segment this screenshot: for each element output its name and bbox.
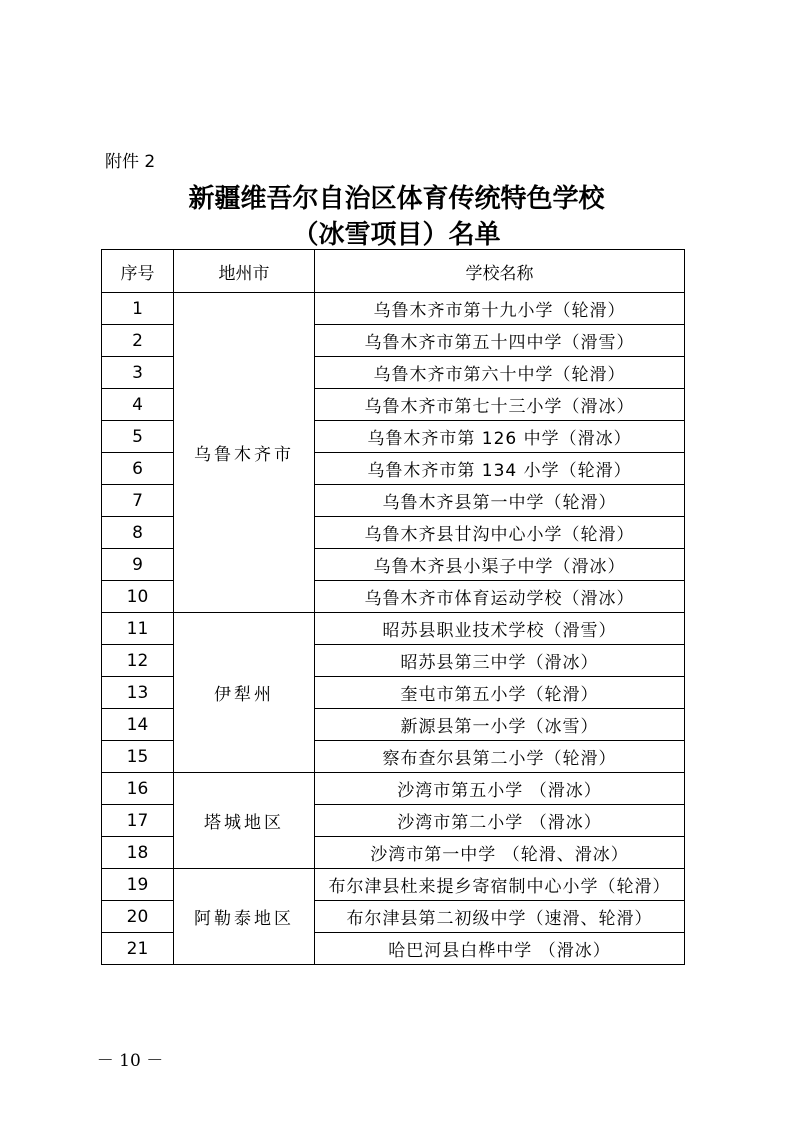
serial-number-cell: 18 <box>102 837 174 869</box>
school-name-cell: 哈巴河县白桦中学 （滑冰） <box>315 933 685 965</box>
serial-number-cell: 15 <box>102 741 174 773</box>
serial-number-cell: 10 <box>102 581 174 613</box>
school-name-cell: 乌鲁木齐市第五十四中学（滑雪） <box>315 325 685 357</box>
serial-number-cell: 8 <box>102 517 174 549</box>
attachment-label: 附件 2 <box>105 152 156 172</box>
region-cell: 乌鲁木齐市 <box>174 293 315 613</box>
serial-number-cell: 16 <box>102 773 174 805</box>
serial-number-cell: 1 <box>102 293 174 325</box>
serial-number-cell: 2 <box>102 325 174 357</box>
serial-number-cell: 11 <box>102 613 174 645</box>
school-name-cell: 奎屯市第五小学（轮滑） <box>315 677 685 709</box>
region-cell: 塔城地区 <box>174 773 315 869</box>
table-row <box>102 773 685 805</box>
table-body <box>102 293 685 965</box>
table-row <box>102 869 685 901</box>
school-name-cell: 昭苏县第三中学（滑冰） <box>315 645 685 677</box>
serial-number-cell: 17 <box>102 805 174 837</box>
school-name-cell: 乌鲁木齐市第十九小学（轮滑） <box>315 293 685 325</box>
serial-number-cell: 12 <box>102 645 174 677</box>
table-row <box>102 293 685 325</box>
serial-number-cell: 5 <box>102 421 174 453</box>
school-name-cell: 乌鲁木齐市第 134 小学（轮滑） <box>315 453 685 485</box>
serial-number-cell: 3 <box>102 357 174 389</box>
document-title-line-2: （冰雪项目）名单 <box>292 220 501 250</box>
page-number: － 10 － <box>96 1051 164 1071</box>
serial-number-cell: 4 <box>102 389 174 421</box>
serial-number-cell: 6 <box>102 453 174 485</box>
header-serial-number: 序号 <box>102 250 174 293</box>
school-name-cell: 乌鲁木齐县第一中学（轮滑） <box>315 485 685 517</box>
school-name-cell: 乌鲁木齐市第七十三小学（滑冰） <box>315 389 685 421</box>
serial-number-cell: 19 <box>102 869 174 901</box>
school-name-cell: 乌鲁木齐市第 126 中学（滑冰） <box>315 421 685 453</box>
school-name-cell: 乌鲁木齐市体育运动学校（滑冰） <box>315 581 685 613</box>
school-name-cell: 乌鲁木齐市第六十中学（轮滑） <box>315 357 685 389</box>
serial-number-cell: 9 <box>102 549 174 581</box>
header-school-name: 学校名称 <box>315 250 685 293</box>
school-name-cell: 新源县第一小学（冰雪） <box>315 709 685 741</box>
school-name-cell: 沙湾市第一中学 （轮滑、滑冰） <box>315 837 685 869</box>
serial-number-cell: 13 <box>102 677 174 709</box>
school-name-cell: 察布查尔县第二小学（轮滑） <box>315 741 685 773</box>
school-name-cell: 布尔津县第二初级中学（速滑、轮滑） <box>315 901 685 933</box>
region-cell: 阿勒泰地区 <box>174 869 315 965</box>
school-name-cell: 布尔津县杜来提乡寄宿制中心小学（轮滑） <box>315 869 685 901</box>
school-name-cell: 乌鲁木齐县甘沟中心小学（轮滑） <box>315 517 685 549</box>
document-title-line-1: 新疆维吾尔自治区体育传统特色学校 <box>188 184 605 214</box>
serial-number-cell: 7 <box>102 485 174 517</box>
header-region: 地州市 <box>174 250 315 293</box>
table-row <box>102 613 685 645</box>
school-name-cell: 乌鲁木齐县小渠子中学（滑冰） <box>315 549 685 581</box>
serial-number-cell: 14 <box>102 709 174 741</box>
region-cell: 伊犁州 <box>174 613 315 773</box>
serial-number-cell: 20 <box>102 901 174 933</box>
serial-number-cell: 21 <box>102 933 174 965</box>
school-list-table <box>101 249 685 965</box>
school-name-cell: 昭苏县职业技术学校（滑雪） <box>315 613 685 645</box>
table-header-row <box>102 250 685 293</box>
school-name-cell: 沙湾市第二小学 （滑冰） <box>315 805 685 837</box>
school-name-cell: 沙湾市第五小学 （滑冰） <box>315 773 685 805</box>
